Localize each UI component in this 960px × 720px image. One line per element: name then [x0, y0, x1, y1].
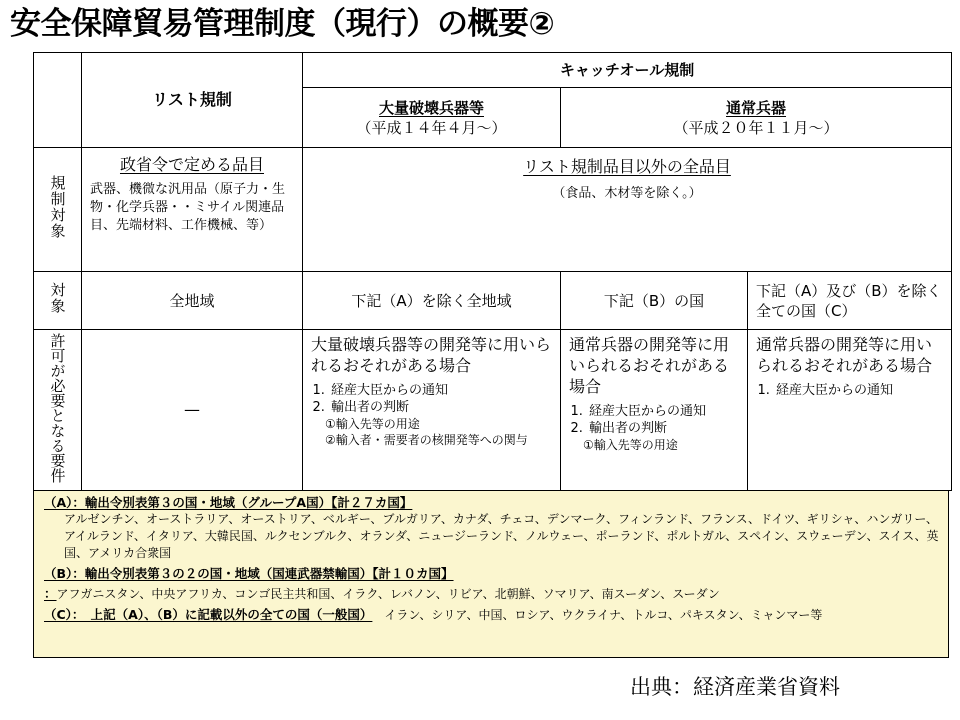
req-wmd-item-2-text: 輸出者の判断: [331, 400, 410, 415]
req-wmd-sub-2: ②輸入者・需要者の核開発等への関与: [325, 433, 528, 447]
notes-c-row: [44, 606, 940, 624]
req-conv-b-sub-1: ①輸入先等の用途: [583, 438, 678, 452]
items-list-body: 武器、機微な汎用品（原子力・生物・化学兵器・・ミサイル関連品目、先端材料、工作機械、等）: [90, 182, 286, 233]
requirement-label-line1: 許可が必要: [48, 332, 67, 408]
row-label-items: [34, 148, 82, 272]
header-list-regulation: リスト規制: [82, 53, 303, 148]
notes-c-heading: （C）： 上記（A）、（B）に記載以外の全ての国（一般国）: [44, 607, 373, 622]
items-list-cell: [82, 148, 303, 272]
req-conv-c-item-1: 1. 経産大臣からの通知: [774, 382, 943, 399]
header-catchall: キャッチオール規制: [303, 53, 952, 88]
req-conv-c-list: [756, 382, 943, 399]
requirement-list: —: [82, 330, 303, 491]
req-conv-b-item-2: 2. 輸出者の判断: [587, 420, 739, 437]
page-title: 安全保障貿易管理制度（現行）の概要②: [10, 6, 555, 42]
target-conv-b: 下記（B）の国: [561, 272, 748, 330]
header-wmd-title: 大量破壊兵器等: [378, 98, 484, 117]
requirement-label-line2: となる要件: [48, 407, 67, 483]
header-wmd-date: （平成１４年４月〜）: [356, 118, 507, 137]
target-wmd: 下記（A）を除く全地域: [303, 272, 561, 330]
req-conv-b-item-1: 1. 経産大臣からの通知: [587, 403, 739, 420]
req-conv-b-list: [569, 403, 739, 437]
header-conventional: [561, 88, 952, 148]
row-label-target: [34, 272, 82, 330]
header-conv-title: 通常兵器: [726, 98, 787, 117]
req-wmd-head: 大量破壊兵器等の開発等に用いられるおそれがある場合: [311, 335, 552, 375]
source-citation: 出典：経済産業省資料: [630, 675, 840, 699]
items-catchall-cell: [303, 148, 952, 272]
notes-b-heading: （B）：輸出令別表第３の２の国・地域（国連武器禁輸国）【計１０カ国】: [44, 566, 454, 581]
requirement-conv-c: [748, 330, 952, 491]
country-notes-box: [33, 490, 949, 658]
req-conv-c-head: 通常兵器の開発等に用いられるおそれがある場合: [756, 335, 933, 375]
notes-a-heading: （A）：輸出令別表第３の国・地域（グループA国）【計２７カ国】: [44, 495, 413, 510]
notes-b-list: アフガニスタン、中央アフリカ、コンゴ民主共和国、イラク、レバノン、リビア、北朝鮮、ソマリア、南スーダン、スーダン: [56, 587, 720, 601]
notes-a-list: アルゼンチン、オーストラリア、オーストリア、ベルギー、ブルガリア、カナダ、チェコ、デンマーク、フィンランド、フランス、ドイツ、ギリシャ、ハンガリー、アイルランド、イタリア、大韓民国、ルクセンブルク、オランダ、ニュージーランド、ノルウェー、ポーランド、ポルトガル、スペイン、スウェーデン、スイス、英国、アメリカ合衆国: [64, 512, 939, 560]
req-wmd-item-1: 1. 経産大臣からの通知: [329, 382, 552, 399]
items-catchall-title: リスト規制品目以外の全品目: [523, 157, 731, 176]
notes-b-row: [44, 585, 940, 603]
row-label-target-text: 対象: [48, 282, 67, 314]
target-conv-c: 下記（A）及び（B）を除く全ての国（C）: [748, 272, 952, 330]
requirement-wmd: [303, 330, 561, 491]
items-list-title: 政省令で定める品目: [119, 155, 264, 174]
corner-cell: [34, 53, 82, 148]
target-list: 全地域: [82, 272, 303, 330]
notes-c-list: イラン、シリア、中国、ロシア、ウクライナ、トルコ、パキスタン、ミャンマー等: [384, 608, 823, 622]
row-label-requirement-text: [48, 333, 68, 483]
req-wmd-list: [311, 382, 552, 416]
requirement-conv-b: [561, 330, 748, 491]
req-wmd-item-2: [329, 399, 552, 416]
req-conv-b-head: 通常兵器の開発等に用いられるおそれがある場合: [569, 335, 730, 396]
header-conv-date: （平成２０年１１月〜）: [673, 118, 839, 137]
row-label-items-text: 規制対象: [48, 175, 67, 239]
notes-b-colon: ：: [44, 586, 57, 601]
header-wmd: [303, 88, 561, 148]
req-wmd-sub-1: ①輸入先等の用途: [325, 417, 420, 431]
row-label-requirement: [34, 330, 82, 491]
regulation-table: [33, 52, 952, 491]
items-catchall-note: （食品、木材等を除く。）: [552, 186, 702, 201]
